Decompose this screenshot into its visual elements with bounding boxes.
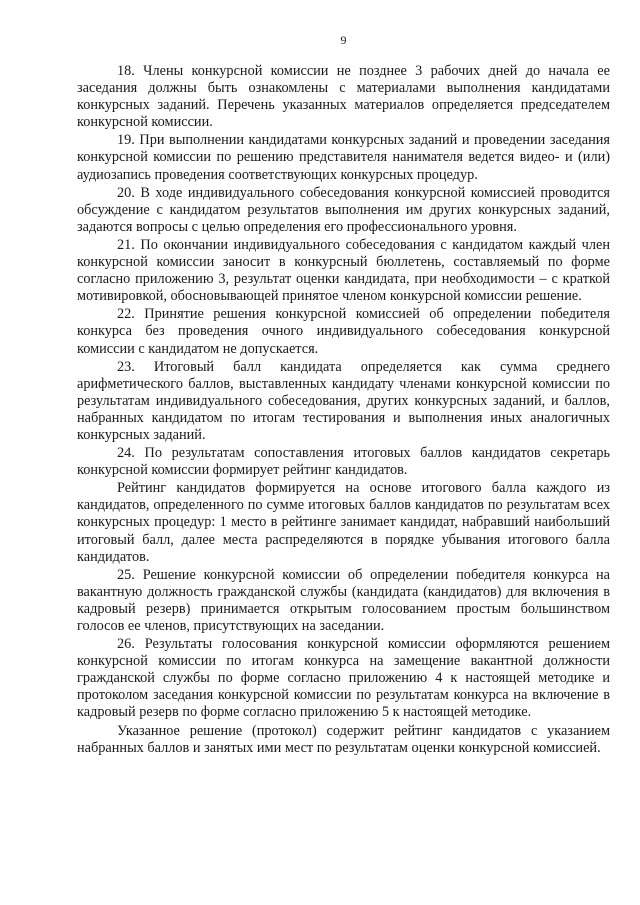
paragraph-23: 23. Итоговый балл кандидата определяется как сумма среднего арифметического баллов, выставленных кандидату членами конкурсной комиссии по результатам индивидуального собеседования, других конкурсных заданий, и баллов, набранных кандидатом по итогам тестирования и выполнения иных аналогичных конкурсных заданий. [77,358,610,443]
paragraph-19: 19. При выполнении кандидатами конкурсных заданий и проведении заседания конкурсной комиссии по решению представителя нанимателя ведется видео- и (или) аудиозапись проведения соответствующих конкурсных процедур. [77,132,610,183]
paragraph-18: 18. Члены конкурсной комиссии не позднее 3 рабочих дней до начала ее заседания должны быть ознакомлены с материалами выполнения кандидатами конкурсных заданий. Перечень указанных материалов определяется председателем конкурсной комиссии. [77,63,610,131]
paragraph-22: 22. Принятие решения конкурсной комиссией об определении победителя конкурса без проведения очного индивидуального собеседования конкурсной комиссии с кандидатом не допускается. [77,306,610,357]
document-page [77,33,610,758]
paragraph-25: 25. Решение конкурсной комиссии об определении победителя конкурса на вакантную должность гражданской службы (кандидата (кандидатов) для включения в кадровый резерв) принимается открытым голосованием простым большинством голосов ее членов, присутствующих на заседании. [77,566,610,634]
paragraph-21: 21. По окончании индивидуального собеседования с кандидатом каждый член конкурсной комиссии заносит в конкурсный бюллетень, составляемый по форме согласно приложению 3, результат оценки кандидата, при необходимости – с краткой мотивировкой, обосновывающей принятое членом конкурсной комиссии решение. [77,236,610,305]
paragraph-24: 24. По результатам сопоставления итоговых баллов кандидатов секретарь конкурсной комиссии формирует рейтинг кандидатов. [77,445,610,479]
page-number: 9 [340,33,347,47]
paragraph-26-decision: Указанное решение (протокол) содержит рейтинг кандидатов с указанием набранных баллов и занятых ими мест по результатам оценки конкурсной комиссией. [77,722,610,756]
paragraph-24-rating: Рейтинг кандидатов формируется на основе итогового балла каждого из кандидатов, определенного по сумме итоговых баллов кандидатов по результатам всех конкурсных процедур: 1 место в рейтинге занимает кандидат, набравший наибольший итоговый балл, далее места распределяются в порядке убывания итогового балла кандидатов. [77,480,610,565]
paragraph-26: 26. Результаты голосования конкурсной комиссии оформляются решением конкурсной комиссии по итогам конкурса на замещение вакантной должности гражданской службы по форме согласно приложению 4 к настоящей методике и протоколом заседания конкурсной комиссии по результатам конкурса на включение в кадровый резерв по форме согласно приложению 5 к настоящей методике. [77,636,610,721]
paragraph-20: 20. В ходе индивидуального собеседования конкурсной комиссией проводится обсуждение с кандидатом результатов выполнения им других конкурсных заданий, задаются вопросы с целью определения его профессионального уровня. [77,184,610,235]
